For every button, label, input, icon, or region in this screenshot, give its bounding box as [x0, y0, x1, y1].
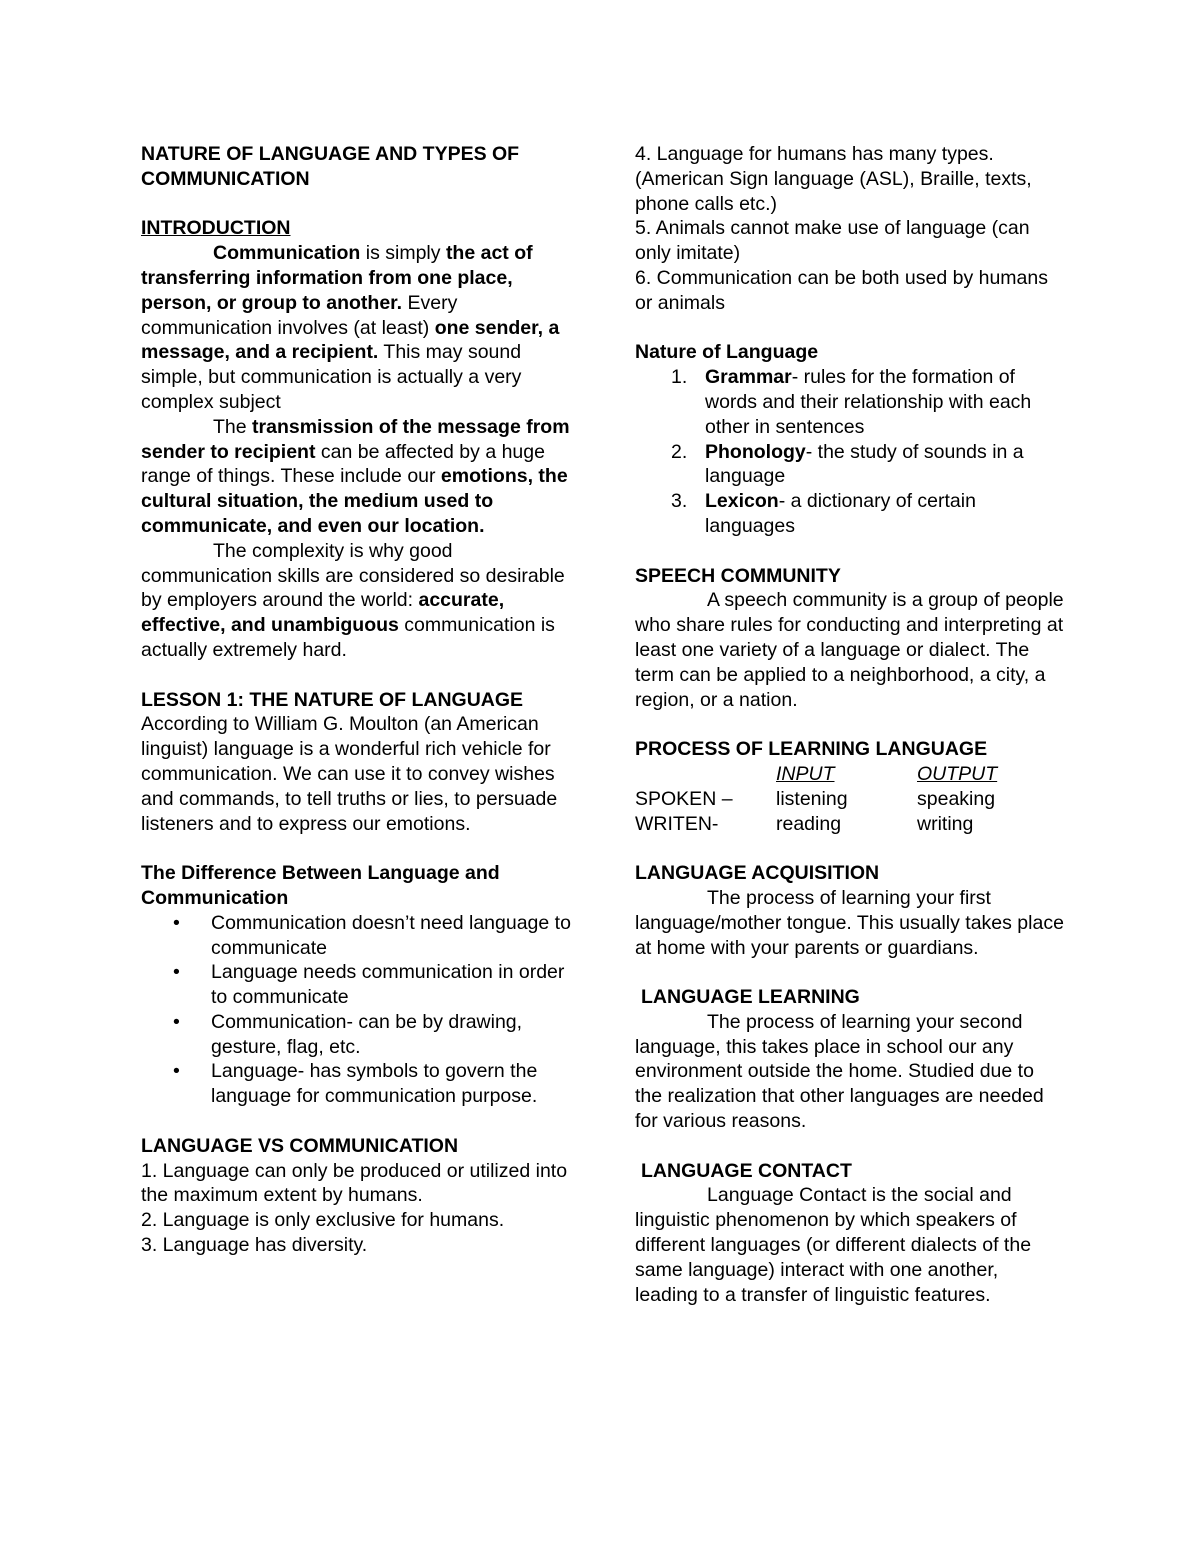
table-row: WRITEN- reading writing — [635, 812, 974, 835]
list-item: • Language- has symbols to govern the language for communication purpose. — [173, 1060, 538, 1108]
vs-item-3: 3. Language has diversity. — [141, 1234, 368, 1257]
document-title — [141, 142, 571, 192]
nature-heading: Nature of Language — [635, 341, 819, 364]
lesson1-heading: LESSON 1: THE NATURE OF LANGUAGE — [141, 688, 524, 711]
vs-item-2: 2. Language is only exclusive for humans. — [141, 1209, 505, 1232]
list-item: 3. Lexicon- a dictionary of certain languages — [671, 490, 976, 537]
lesson1-text: According to William G. Moulton (an American linguist) language is a wonderful rich vehicle for communication. We can use it to convey wishes and commands, to tell truths or lies, to persuade listeners and to express our emotions. — [141, 713, 558, 835]
table-header-row — [635, 762, 1065, 787]
bullet-icon: • — [173, 1010, 180, 1033]
speech-heading: SPEECH COMMUNITY — [635, 564, 841, 587]
acquisition-heading: LANGUAGE ACQUISITION — [635, 862, 880, 885]
vs-item-4: 4. Language for humans has many types. (American Sign language (ASL), Braille, texts, phone calls etc.) — [635, 143, 1032, 215]
bullet-icon: • — [173, 911, 180, 934]
difference-list — [141, 911, 571, 1109]
intro-paragraph-1: Communication is simply the act of transferring information from one place, person, or group to another. Every communication involves (at least) one sender, a message, and a recipient. This may sound simple, but communication is actually a very complex subject — [141, 242, 560, 413]
acquisition-text: The process of learning your first language/mother tongue. This usually takes place at home with your parents or guardians. — [635, 886, 1064, 959]
contact-text: Language Contact is the social and linguistic phenomenon by which speakers of different languages (or different dialects of the same language) interact with one another, leading to a transfer of linguistic features. — [635, 1184, 1032, 1306]
list-item: • Communication- can be by drawing, gesture, flag, etc. — [173, 1010, 523, 1058]
vs-heading: LANGUAGE VS COMMUNICATION — [141, 1134, 459, 1157]
list-item: 2. Phonology- the study of sounds in a language — [671, 440, 1024, 488]
title-line-1: NATURE OF LANGUAGE AND TYPES OF — [141, 143, 520, 165]
process-heading: PROCESS OF LEARNING LANGUAGE — [635, 738, 988, 761]
process-rows — [635, 787, 1065, 837]
introduction-heading: INTRODUCTION — [141, 217, 291, 240]
table-row: SPOKEN – listening speaking — [635, 787, 996, 810]
vs-item-1: 1. Language can only be produced or utilized into the maximum extent by humans. — [141, 1159, 568, 1207]
learning-heading: LANGUAGE LEARNING — [641, 986, 860, 1009]
vs-item-6: 6. Communication can be both used by humans or animals — [635, 266, 1048, 314]
list-item: • Communication doesn’t need language to communicate — [173, 911, 571, 959]
nature-list — [635, 365, 1065, 539]
intro-paragraph-3: The complexity is why good communication skills are considered so desirable by employers around the world: accurate, effective, and unambiguous communication is actually extremely hard. — [141, 539, 565, 661]
speech-text: A speech community is a group of people who share rules for conducting and interpreting at least one variety of a language or dialect. The term can be applied to a neighborhood, a city, a region, or a nation. — [635, 589, 1064, 711]
learning-text: The process of learning your second language, this takes place in school our any environment outside the home. Studied due to the realization that other languages are needed for various reasons. — [635, 1010, 1044, 1133]
right-column — [635, 142, 1065, 1307]
contact-heading: LANGUAGE CONTACT — [641, 1159, 852, 1182]
list-item: 1. Grammar- rules for the formation of words and their relationship with each other in sentences — [671, 366, 1032, 438]
title-line-2: COMMUNICATION — [141, 167, 310, 190]
bullet-icon: • — [173, 1060, 180, 1083]
output-column-header: OUTPUT — [917, 762, 998, 785]
difference-heading: The Difference Between Language and Communication — [141, 862, 500, 909]
intro-paragraph-2: The transmission of the message from sender to recipient can be affected by a huge range of things. These include our emotions, the cultural situation, the medium used to communicate, and even our location. — [141, 415, 570, 537]
list-item: • Language needs communication in order to communicate — [173, 961, 565, 1009]
input-column-header: INPUT — [776, 762, 835, 785]
vs-item-5: 5. Animals cannot make use of language (can only imitate) — [635, 217, 1030, 265]
bullet-icon: • — [173, 961, 180, 984]
left-column — [141, 142, 571, 1258]
